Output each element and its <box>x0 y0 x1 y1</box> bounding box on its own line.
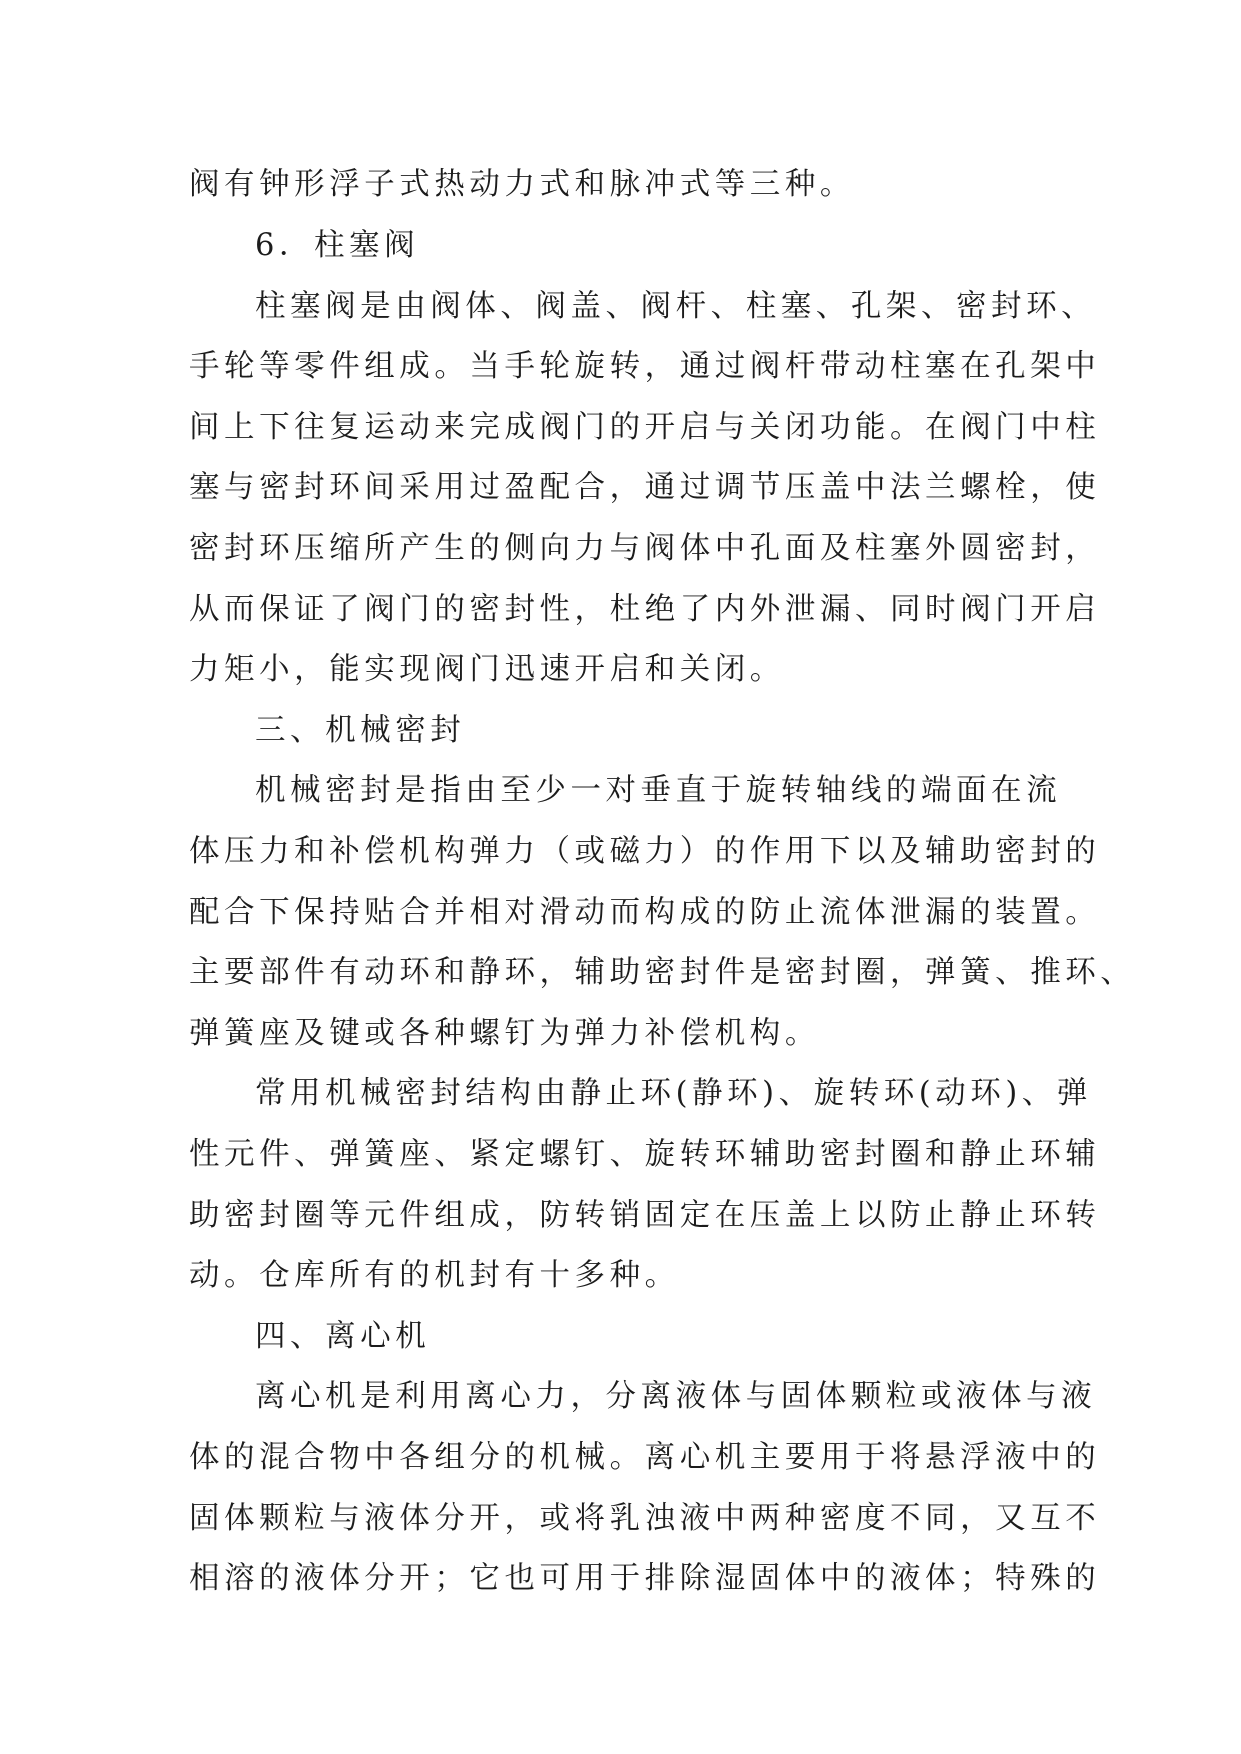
body-text-line: 力矩小，能实现阀门迅速开启和关闭。 <box>189 652 785 687</box>
body-text-line: 机械密封是指由至少一对垂直于旋转轴线的端面在流 <box>255 773 1062 808</box>
section-heading: 四、离心机 <box>255 1319 431 1354</box>
body-text-line: 从而保证了阀门的密封性，杜绝了内外泄漏、同时阀门开启 <box>189 592 1101 627</box>
body-text-line: 阀有钟形浮子式热动力式和脉冲式等三种。 <box>189 167 855 202</box>
body-text-line: 相溶的液体分开；它也可用于排除湿固体中的液体；特殊的 <box>189 1561 1101 1596</box>
body-text-line: 间上下往复运动来完成阀门的开启与关闭功能。在阀门中柱 <box>189 410 1101 445</box>
body-text-line: 主要部件有动环和静环，辅助密封件是密封圈，弹簧、推环、 <box>189 955 1136 990</box>
body-text-line: 助密封圈等元件组成，防转销固定在压盖上以防止静止环转 <box>189 1198 1101 1233</box>
body-text-line: 配合下保持贴合并相对滑动而构成的防止流体泄漏的装置。 <box>189 895 1101 930</box>
body-text-line: 柱塞阀是由阀体、阀盖、阀杆、柱塞、孔架、密封环、 <box>255 289 1097 324</box>
body-text-line: 塞与密封环间采用过盈配合，通过调节压盖中法兰螺栓，使 <box>189 470 1101 505</box>
section-heading: 三、机械密封 <box>255 713 466 748</box>
body-text-line: 手轮等零件组成。当手轮旋转，通过阀杆带动柱塞在孔架中 <box>189 349 1101 384</box>
body-text-line: 弹簧座及键或各种螺钉为弹力补偿机构。 <box>189 1016 820 1051</box>
body-text-line: 动。仓库所有的机封有十多种。 <box>189 1258 680 1293</box>
section-heading: 6．柱塞阀 <box>255 228 420 263</box>
body-text-line: 体压力和补偿机构弹力（或磁力）的作用下以及辅助密封的 <box>189 834 1101 869</box>
body-text-line: 密封环压缩所产生的侧向力与阀体中孔面及柱塞外圆密封， <box>189 531 1101 566</box>
body-text-line: 常用机械密封结构由静止环(静环)、旋转环(动环)、弹 <box>255 1076 1092 1111</box>
body-text-line: 固体颗粒与液体分开，或将乳浊液中两种密度不同，又互不 <box>189 1501 1101 1536</box>
body-text-line: 性元件、弹簧座、紧定螺钉、旋转环辅助密封圈和静止环辅 <box>189 1137 1101 1172</box>
body-text-line: 离心机是利用离心力，分离液体与固体颗粒或液体与液 <box>255 1379 1097 1414</box>
body-text-line: 体的混合物中各组分的机械。离心机主要用于将悬浮液中的 <box>189 1440 1101 1475</box>
